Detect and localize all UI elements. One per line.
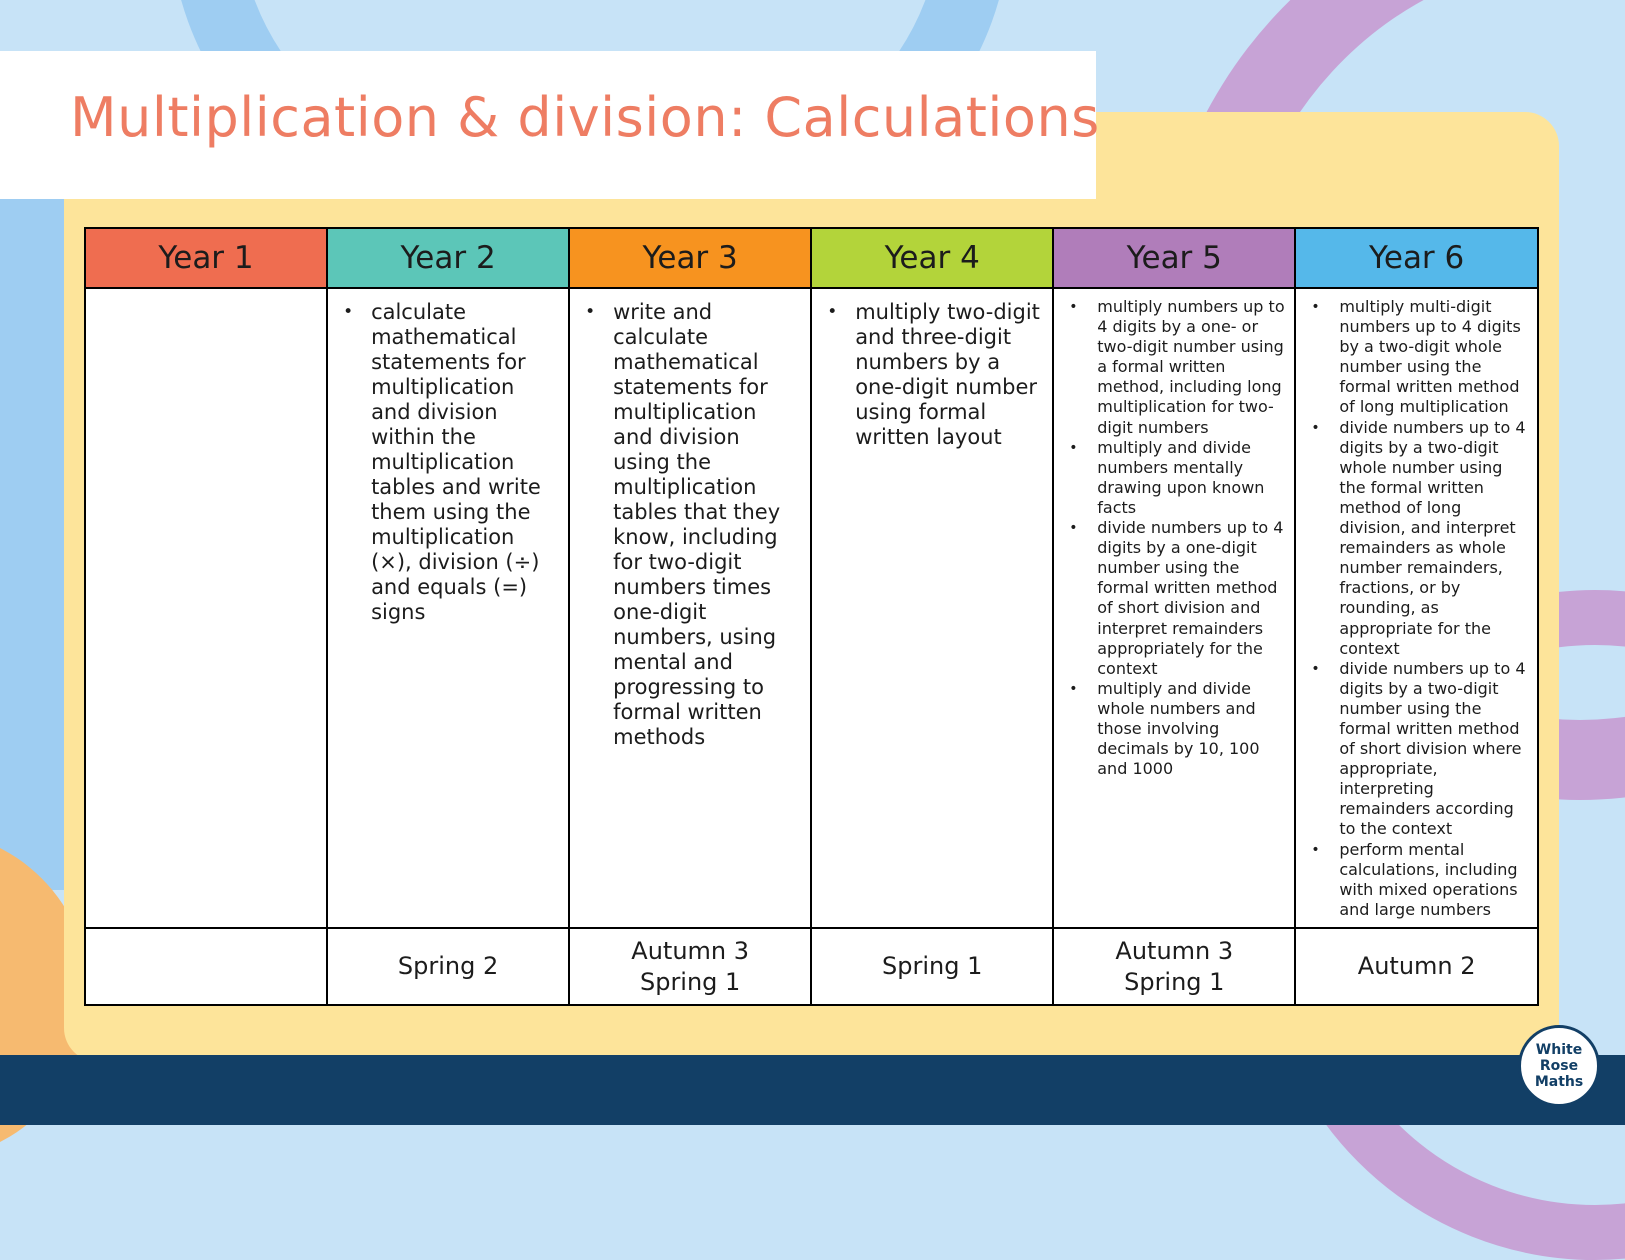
term-label: Autumn 3: [631, 936, 750, 965]
year-4-header: Year 4: [811, 228, 1053, 288]
year-3-objectives: [569, 288, 811, 928]
term-label: Spring 1: [1124, 967, 1225, 996]
year-4-terms: [811, 928, 1053, 1005]
objective-item: • multiply numbers up to 4 digits by a one- or two-digit number using a formal written method, including long multiplication for two-digit numbers: [1097, 297, 1286, 438]
year-5-objective-list: [1054, 289, 1294, 779]
year-5-terms: [1053, 928, 1295, 1005]
objective-item: • calculate mathematical statements for multiplication and division within the multiplication tables and write them using the multiplication (×), division (÷) and equals (=) signs: [371, 300, 558, 625]
term-label: Autumn 2: [1357, 952, 1476, 980]
objective-item: • multiply and divide numbers mentally drawing upon known facts: [1097, 438, 1286, 518]
objective-item: • multiply and divide whole numbers and those involving decimals by 10, 100 and 1000: [1097, 679, 1286, 779]
term-label: Spring 2: [397, 952, 499, 980]
year-3-header: Year 3: [569, 228, 811, 288]
objective-item: • perform mental calculations, including with mixed operations and large numbers: [1339, 840, 1529, 920]
year-6-objectives: [1295, 288, 1538, 928]
objective-item: • multiply multi-digit numbers up to 4 digits by a two-digit whole number using the formal written method of long multiplication: [1339, 297, 1529, 418]
year-6-header: Year 6: [1295, 228, 1538, 288]
objective-item: • write and calculate mathematical statements for multiplication and division using the multiplication tables that they know, including for two-digit numbers times one-digit numbers, using mental and progressing to formal written methods: [613, 300, 800, 750]
logo-line-3: Maths: [1534, 1074, 1584, 1090]
year-6-objective-list: [1296, 289, 1537, 920]
background-blue-strip: [0, 190, 70, 890]
year-3-terms: [569, 928, 811, 1005]
term-label: Spring 1: [639, 967, 741, 996]
year-header-row: [85, 228, 1538, 288]
logo-line-2: Rose: [1539, 1058, 1579, 1074]
year-1-header: Year 1: [85, 228, 327, 288]
year-3-objective-list: [570, 289, 810, 750]
year-1-terms: [85, 928, 327, 1005]
term-label: Spring 1: [882, 952, 983, 980]
objective-item: • divide numbers up to 4 digits by a one-digit number using the formal written method of short division and interpret remainders appropriately for the context: [1097, 518, 1286, 679]
year-2-objectives: [327, 288, 569, 928]
year-1-objective-list: [86, 289, 326, 300]
objective-item: • divide numbers up to 4 digits by a two-digit whole number using the formal written method of long division, and interpret remainders as whole number remainders, fractions, or by rounding, as appropriate for the context: [1339, 418, 1529, 659]
curriculum-table: [84, 227, 1539, 1006]
year-5-header: Year 5: [1053, 228, 1295, 288]
year-4-objective-list: [812, 289, 1052, 450]
year-2-terms: [327, 928, 569, 1005]
footer-bar: [0, 1055, 1625, 1125]
year-6-terms: [1295, 928, 1538, 1005]
page-title: Multiplication & division: Calculations: [70, 86, 1100, 149]
objectives-row: [85, 288, 1538, 928]
year-2-objective-list: [328, 289, 568, 625]
logo-line-1: White: [1535, 1042, 1583, 1058]
white-rose-maths-logo: [1518, 1025, 1600, 1107]
objective-item: • divide numbers up to 4 digits by a two-digit number using the formal written method of short division where appropriate, interpreting remainders according to the context: [1339, 659, 1529, 840]
year-1-objectives: [85, 288, 327, 928]
term-label: Autumn 3: [1115, 936, 1234, 965]
year-4-objectives: [811, 288, 1053, 928]
terms-row: [85, 928, 1538, 1005]
objective-item: • multiply two-digit and three-digit numbers by a one-digit number using formal written layout: [855, 300, 1042, 450]
year-2-header: Year 2: [327, 228, 569, 288]
year-5-objectives: [1053, 288, 1295, 928]
